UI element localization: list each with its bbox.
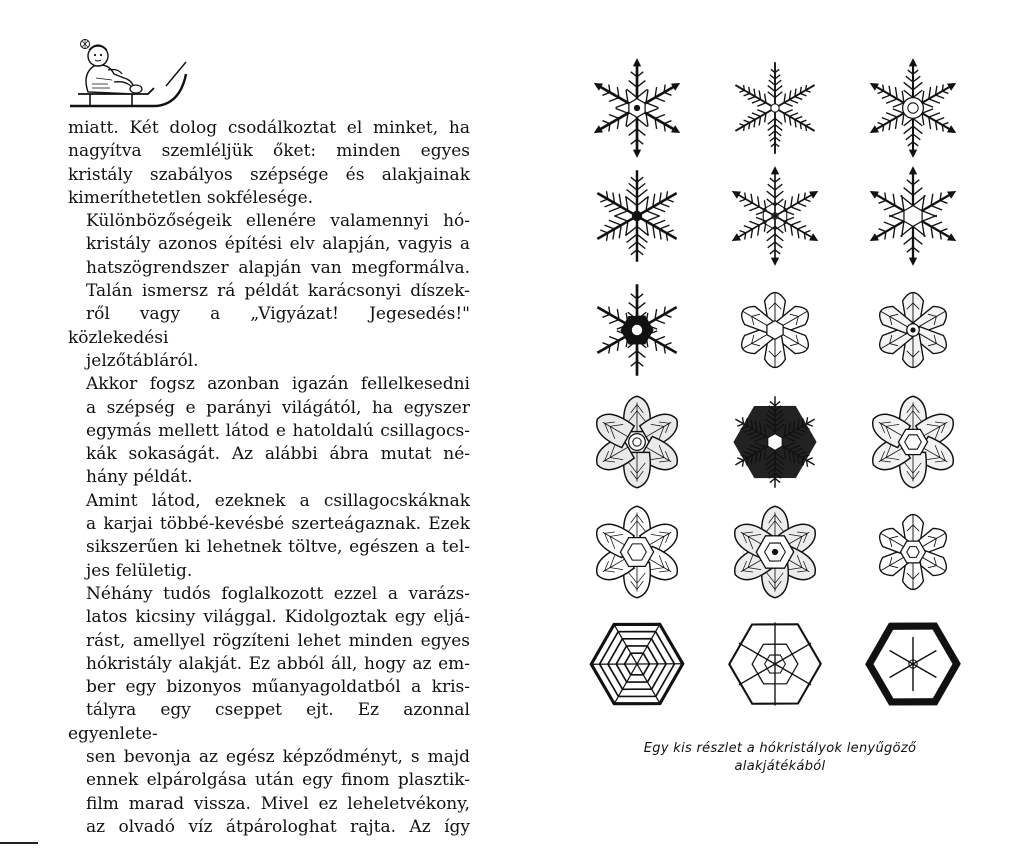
plumed-star-snowflake-icon: [858, 56, 968, 160]
dense-dendrite-snowflake-icon: [720, 390, 830, 494]
rosette-plate-snowflake-icon: [582, 390, 692, 494]
sectored-star-snowflake-icon: [720, 278, 830, 382]
feathered-star-snowflake-icon: [582, 164, 692, 268]
text-line: Talán ismersz rá példát karácsonyi díszek-: [86, 281, 470, 302]
text-line: az olvadó víz átpárologhat rajta. Az így: [86, 816, 470, 837]
paragraph: [68, 210, 470, 373]
text-line: nagyítva szemléljük őket: minden egyes: [68, 141, 470, 162]
lace-star-snowflake-icon: [720, 164, 830, 268]
lobed-plate-snowflake-icon: [582, 500, 692, 604]
branched-star-snowflake-icon: [858, 164, 968, 268]
ringed-hexagon-snowflake-icon: [582, 612, 692, 716]
text-line: kristály szabályos szépsége és alakjainak: [68, 164, 470, 185]
paragraph: [68, 490, 470, 583]
text-line: hókristály alakját. Ez abból áll, hogy az em-: [86, 653, 470, 674]
text-line: film marad vissza. Mivel ez leheletvékony,: [86, 793, 470, 814]
text-line: kák sokaságát. Az alábbi ábra mutat né-: [86, 444, 470, 465]
ornamented-hexagon-snowflake-icon: [720, 612, 830, 716]
figure-caption: [570, 740, 990, 776]
text-line: latos kicsiny világgal. Kidolgoztak egy eljá-: [86, 607, 470, 628]
paragraph: [68, 373, 470, 489]
text-line: ennek elpárolgása után egy finom plasztik-: [86, 770, 470, 791]
feathered-star-snowflake-icon: [582, 164, 692, 268]
fern-star-snowflake-icon: [720, 56, 830, 160]
framed-hexagon-snowflake-icon: [858, 612, 968, 716]
text-line: sen bevonja az egész képződményt, s majd: [86, 747, 470, 768]
ringed-hexagon-snowflake-icon: [582, 612, 692, 716]
text-line: jelzőtábláról.: [86, 350, 199, 371]
text-line: sikszerűen ki lehetnek töltve, egészen a tel-: [86, 537, 470, 558]
scalloped-plate-snowflake-icon: [858, 390, 968, 494]
broad-arm-snowflake-icon: [858, 278, 968, 382]
ornamented-hexagon-snowflake-icon: [720, 612, 830, 716]
ornate-plate-snowflake-icon: [720, 500, 830, 604]
text-line: kimeríthetetlen sokfélesége.: [68, 187, 314, 208]
star-plate-snowflake-icon: [858, 500, 968, 604]
text-line: a karjai többé-kevésbé szerteágaznak. Ezek: [86, 514, 470, 535]
text-line: kristály azonos építési elv alapján, vagyis a: [86, 234, 470, 255]
framed-hexagon-snowflake-icon: [858, 612, 968, 716]
text-line: a szépség e parányi világától, ha egyszer: [86, 397, 470, 418]
text-line: Néhány tudós foglalkozott ezzel a varázs-: [86, 583, 470, 604]
lace-star-snowflake-icon: [720, 164, 830, 268]
body-text: [68, 117, 470, 839]
rosette-plate-snowflake-icon: [582, 390, 692, 494]
child-on-sled-icon: [68, 34, 188, 114]
ornate-plate-snowflake-icon: [720, 500, 830, 604]
text-line: ről vagy a „Vigyázat! Jegesedés!" közlekedési: [68, 304, 470, 348]
paragraph: [68, 583, 470, 839]
left-page: [60, 28, 480, 837]
fern-star-snowflake-icon: [720, 56, 830, 160]
right-page: [570, 52, 990, 812]
caption-line-1: Egy kis részlet a hókristályok lenyűgöző: [643, 741, 917, 756]
plumed-star-snowflake-icon: [858, 56, 968, 160]
scalloped-plate-snowflake-icon: [858, 390, 968, 494]
snowflake-figure: [582, 56, 978, 716]
text-line: tályra egy cseppet ejt. Ez azonnal egyenlete-: [68, 700, 470, 744]
paragraph: [68, 117, 470, 210]
text-line: hatszögrendszer alapján van megformálva.: [86, 257, 470, 278]
sectored-star-snowflake-icon: [720, 278, 830, 382]
broad-arm-snowflake-icon: [858, 278, 968, 382]
text-line: hány példát.: [86, 467, 193, 488]
lobed-plate-snowflake-icon: [582, 500, 692, 604]
dark-core-star-snowflake-icon: [582, 278, 692, 382]
branched-star-snowflake-icon: [858, 164, 968, 268]
text-line: egymás mellett látod e hatoldalú csillagocs-: [86, 420, 470, 441]
stellar-dendrite-snowflake-icon: [582, 56, 692, 160]
dark-core-star-snowflake-icon: [582, 278, 692, 382]
text-line: Különbözőségeik ellenére valamennyi hó-: [86, 211, 470, 232]
text-line: jes felületig.: [86, 560, 193, 581]
star-plate-snowflake-icon: [858, 500, 968, 604]
dense-dendrite-snowflake-icon: [720, 390, 830, 494]
text-line: ber egy bizonyos műanyagoldatból a kris-: [86, 677, 470, 698]
text-line: miatt. Két dolog csodálkoztat el minket, ha: [68, 118, 470, 138]
page-edge-mark: [0, 842, 38, 844]
text-line: Akkor fogsz azonban igazán fellelkesedni: [86, 374, 470, 395]
stellar-dendrite-snowflake-icon: [582, 56, 692, 160]
text-line: rást, amellyel rögzíteni lehet minden egyes: [86, 630, 470, 651]
caption-line-2: alakjátékából: [734, 759, 826, 774]
text-line: Amint látod, ezeknek a csillagocskáknak: [86, 490, 470, 511]
